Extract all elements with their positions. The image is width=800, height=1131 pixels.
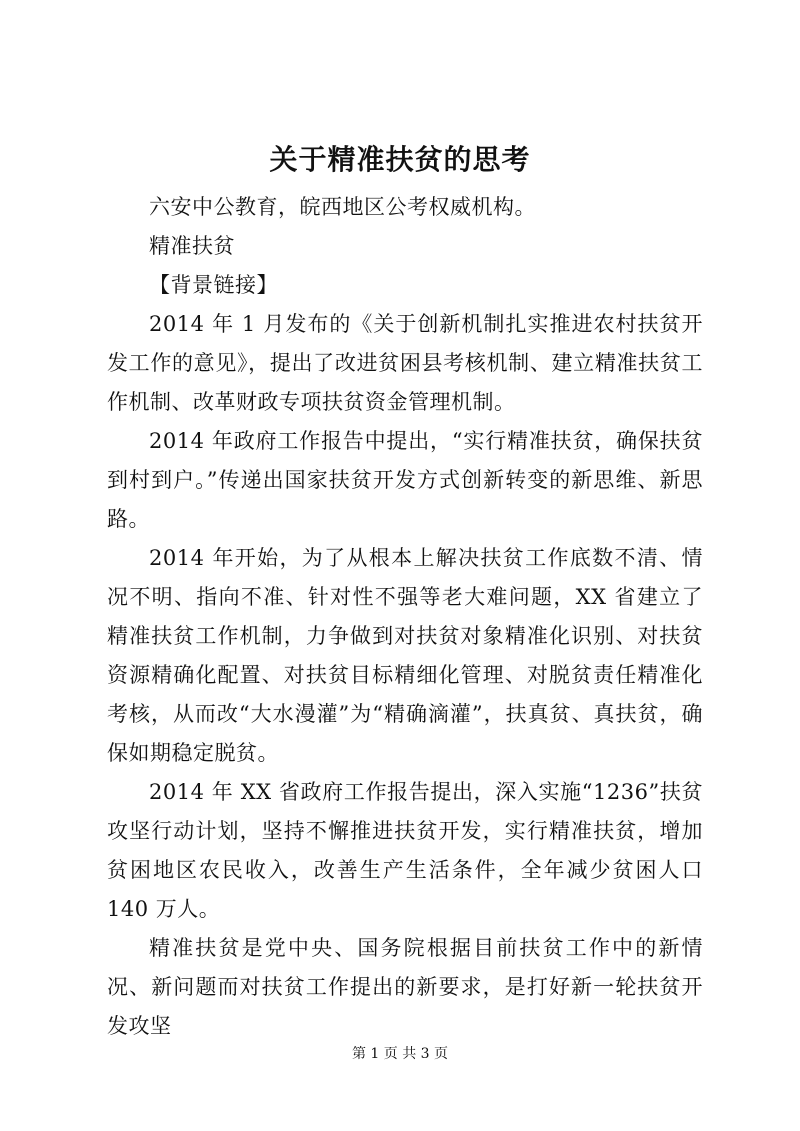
paragraph-body: 2014 年开始，为了从根本上解决扶贫工作底数不清、情况不明、指向不准、针对性不强等老大难问题，XX 省建立了精准扶贫工作机制，力争做到对扶贫对象精准化识别、对扶贫资源精确化配置、对扶贫目标精细化管理、对脱贫责任精准化考核，从而改“大水漫灌”为“精确滴灌”，扶真贫、真扶贫，确保如期稳定脱贫。	[107, 546, 703, 765]
paragraph-topic: 精准扶贫	[149, 234, 235, 258]
page-number-footer: 第 1 页 共 3 页	[351, 1046, 449, 1062]
paragraph-body: 2014 年 1 月发布的《关于创新机制扎实推进农村扶贫开发工作的意见》，提出了改进贫困县考核机制、建立精准扶贫工作机制、改革财政专项扶贫资金管理机制。	[107, 312, 703, 414]
paragraph-intro: 六安中公教育，皖西地区公考权威机构。	[149, 195, 536, 219]
paragraph-body: 2014 年 XX 省政府工作报告提出，深入实施“1236”扶贫攻坚行动计划，坚持不懈推进扶贫开发，实行精准扶贫，增加贫困地区农民收入，改善生产生活条件，全年减少贫困人口 140 万人。	[107, 780, 703, 921]
document-body	[107, 188, 703, 1046]
paragraph-background-heading: 【背景链接】	[149, 273, 278, 297]
paragraph-body: 2014 年政府工作报告中提出，“实行精准扶贫，确保扶贫到村到户。”传递出国家扶贫开发方式创新转变的新思维、新思路。	[107, 429, 703, 531]
document-title: 关于精准扶贫的思考	[269, 143, 531, 176]
paragraph-body: 精准扶贫是党中央、国务院根据目前扶贫工作中的新情况、新问题而对扶贫工作提出的新要求，是打好新一轮扶贫开发攻坚	[107, 936, 703, 1038]
